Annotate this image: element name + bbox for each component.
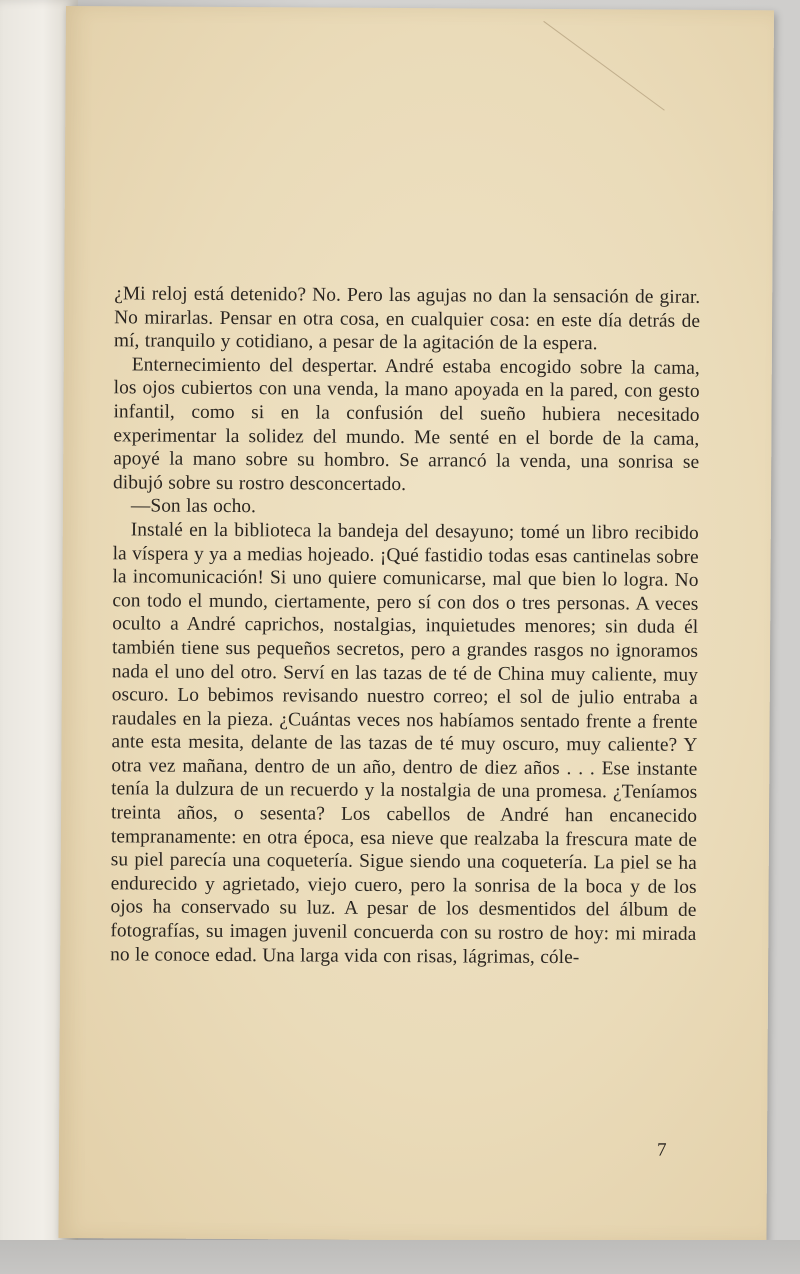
body-text	[110, 282, 700, 970]
paragraph: —Son las ocho.	[130, 495, 257, 518]
paragraph: Instalé en la biblioteca la bandeja del desayuno; tomé un libro recibido la víspera y ya a medias hojeado. ¡Qué fastidio todas esas cantinelas sobre la incomunicación! Si uno quiere comunicarse, mal que bien lo logra. No con todo el mundo, ciertamente, pero sí con dos o tres personas. A veces oculto a André caprichos, nostalgias, inquietudes menores; sin duda él también tiene sus pequeños secretos, pero a grandes rasgos no ignoramos nada el uno del otro. Serví en las tazas de té de China muy caliente, muy oscuro. Lo bebimos revisando nuestro correo; el sol de julio entraba a raudales en la pieza. ¿Cuántas veces nos habíamos sentado frente a frente ante esta mesita, delante de las tazas de té muy oscuro, muy caliente? Y otra vez mañana, dentro de un año, dentro de diez años . . . Ese instante tenía la dulzura de un recuerdo y la nostalgia de una promesa. ¿Teníamos treinta años, o sesenta? Los cabellos de André han encanecido tempranamente: en otra época, esa nieve que realzaba la frescura mate de su piel parecía una coquetería. Sigue siendo una coquetería. La piel se ha endurecido y agrietado, viejo cuero, pero la sonrisa de la boca y de los ojos ha conservado su luz. A pesar de los desmentidos del álbum de fotografías, su imagen juvenil concuerda con su rostro de hoy: mi mirada no le conoce edad. Una larga vida con risas, lágrimas, cóle-	[110, 519, 699, 968]
background-surface	[0, 1240, 800, 1274]
page-number: 7	[656, 1139, 667, 1161]
paragraph: ¿Mi reloj está detenido? No. Pero las agujas no dan la sensación de girar. No mirarlas. Pensar en otra cosa, en cualquier cosa: en este día detrás de mí, tranquilo y cotidiano, a pesar de la agitación de la espera.	[113, 283, 701, 355]
page-crease	[478, 21, 665, 199]
book-page	[58, 6, 774, 1242]
paragraph: Enternecimiento del despertar. André estaba encogido sobre la cama, los ojos cubiertos con una venda, la mano apoyada en la pared, con gesto infantil, como si en la confusión del sueño hubiera necesitado experimentar la solidez del mundo. Me senté en el borde de la cama, apoyé la mano sobre su hombro. Se arrancó la venda, una sonrisa se dibujó sobre su rostro desconcertado.	[113, 354, 700, 495]
